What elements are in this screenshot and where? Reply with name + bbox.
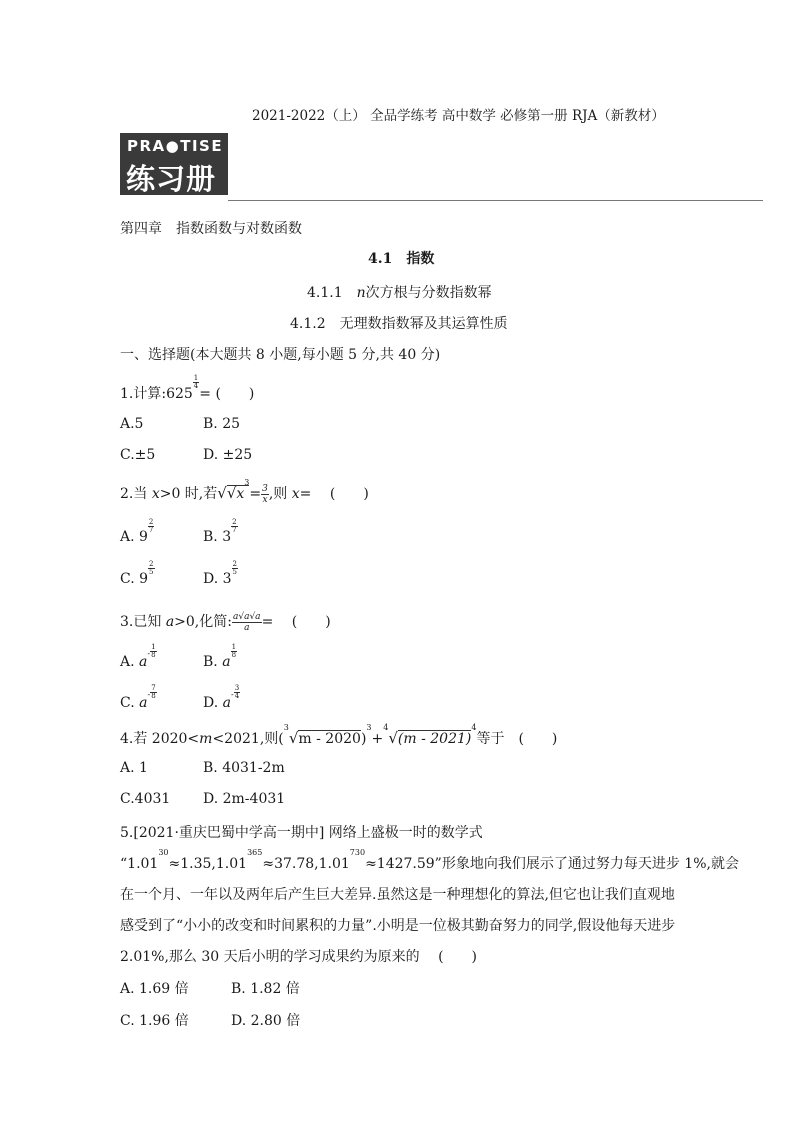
q1-option-a: A.5	[120, 416, 144, 432]
question-3: 3.已知 a>0,化简: $\frac{a√a√a}{a}$ = ( )	[120, 611, 331, 633]
q3-option-b: B. a $\frac{1}{8}$	[203, 643, 237, 670]
q2-option-d: D. 3 $\frac{2}{5}$	[203, 560, 238, 587]
question-5-line-3: 在一个月、一年以及两年后产生巨大差异.虽然这是一种理想化的算法,但它也让我们直观地	[120, 887, 675, 903]
part-title: 一、选择题(本大题共 8 小题,每小题 5 分,共 40 分)	[120, 347, 441, 363]
q3-option-a: A. a- $\frac{1}{8}$	[120, 643, 156, 670]
question-5-line-1: 5.[2021·重庆巴蜀中学高一期中] 网络上盛极一时的数学式	[120, 825, 483, 841]
q3-option-c: C. a- $\frac{7}{8}$	[120, 684, 156, 711]
chapter-title: 第四章 指数函数与对数函数	[120, 221, 302, 237]
section-title: 4.1 指数	[368, 251, 435, 267]
q4-option-c: C.4031	[120, 791, 171, 807]
question-2: 2.当 x>0 时,若$√√x^3=$ $\frac{3}{x}$ ,则 x= ( )	[120, 478, 369, 505]
q4-option-a: A. 1	[120, 760, 148, 776]
q1-option-c: C.±5	[120, 447, 156, 463]
q4-option-b: B. 4031-2m	[203, 760, 285, 776]
subsection-1: 4.1.1 n次方根与分数指数幂	[307, 285, 492, 301]
question-5-line-5: 2.01%,那么 30 天后小明的学习成果约为原来的 ( )	[120, 949, 478, 965]
q5-option-c: C. 1.96 倍	[120, 1013, 189, 1029]
header-rule	[228, 200, 763, 201]
question-4: 4.若 2020<m<2021,则($^3$√m - 2020)$^3$+$^4$√(m - 2021)$^4$等于 ( )	[120, 723, 558, 747]
q3-option-d: D. a- $\frac{3}{4}$	[203, 684, 240, 711]
q5-option-a: A. 1.69 倍	[120, 981, 189, 997]
q2-option-b: B. 3 $\frac{2}{7}$	[203, 518, 237, 545]
question-5-line-2: “$1.01^{30}\approx 1.35,1.01^{365}\approx 37.78,1.01^{730}\approx 1427.59$”形象地向我们展示了通过努力每天进步 1%,就会	[120, 848, 739, 872]
q1-option-d: D. ±25	[203, 447, 253, 463]
subsection-2: 4.1.2 无理数指数幂及其运算性质	[290, 316, 508, 332]
q1-option-b: B. 25	[203, 416, 241, 432]
logo-en: PRA●TISE	[127, 137, 224, 155]
q5-option-d: D. 2.80 倍	[231, 1013, 301, 1029]
q5-option-b: B. 1.82 倍	[231, 981, 300, 997]
question-5-line-4: 感受到了“小小的改变和时间累积的力量”.小明是一位极其勤奋努力的同学,假设他每天进步	[120, 918, 676, 934]
q2-option-c: C. 9 $\frac{2}{5}$	[120, 560, 154, 587]
practise-logo	[120, 133, 228, 195]
logo-cn: 练习册	[126, 162, 217, 196]
question-1: 1.计算:625 $\frac{1}{4}$ = ( )	[120, 374, 255, 402]
q2-option-a: A. 9 $\frac{2}{7}$	[120, 518, 154, 545]
q4-option-d: D. 2m-4031	[203, 791, 286, 807]
header-title: 2021-2022（上） 全品学练考 高中数学 必修第一册 RJA（新教材）	[252, 108, 665, 124]
